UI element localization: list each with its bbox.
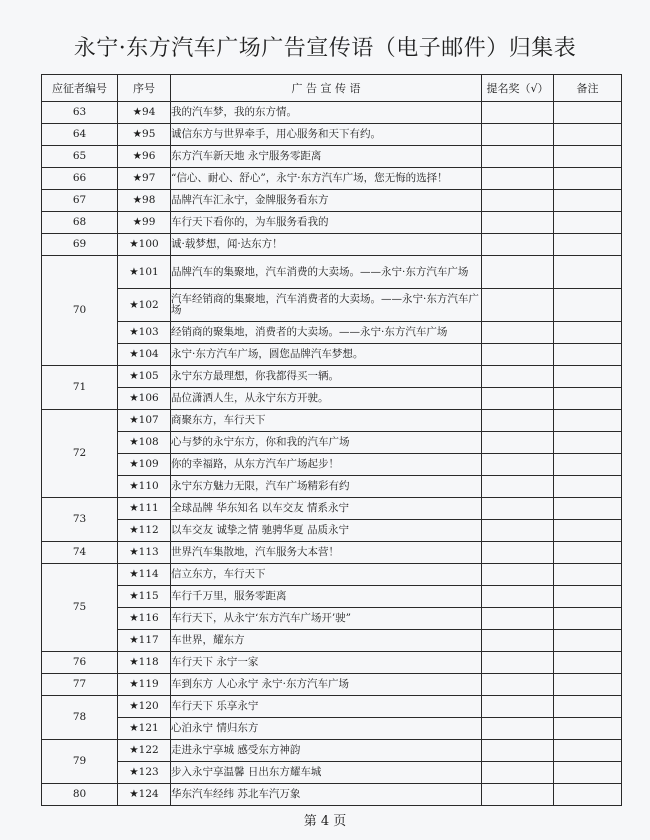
remark-cell bbox=[554, 586, 622, 608]
slogan-text: 商聚东方，车行天下 bbox=[171, 410, 482, 432]
remark-cell bbox=[554, 608, 622, 630]
table-row bbox=[42, 564, 622, 586]
sequence-number: ★103 bbox=[118, 322, 171, 344]
sequence-number: ★110 bbox=[118, 476, 171, 498]
table-header-row bbox=[42, 75, 622, 102]
document-title: 永宁·东方汽车广场广告宣传语（电子邮件）归集表 bbox=[73, 36, 577, 61]
remark-cell bbox=[554, 718, 622, 740]
award-cell bbox=[482, 289, 554, 322]
slogan-text: 走进永宁享城 感受东方神韵 bbox=[171, 740, 482, 762]
table-row bbox=[42, 520, 622, 542]
table-row bbox=[42, 146, 622, 168]
header-seq: 序号 bbox=[118, 75, 171, 102]
award-cell bbox=[482, 124, 554, 146]
award-cell bbox=[482, 586, 554, 608]
sequence-number: ★123 bbox=[118, 762, 171, 784]
sequence-number: ★94 bbox=[118, 102, 171, 124]
award-cell bbox=[482, 454, 554, 476]
table-row bbox=[42, 630, 622, 652]
slogan-text: 车行千万里，服务零距离 bbox=[171, 586, 482, 608]
slogan-text: 华东汽车经纬 苏北车汽万象 bbox=[171, 784, 482, 806]
remark-cell bbox=[554, 344, 622, 366]
remark-cell bbox=[554, 432, 622, 454]
slogan-text: 车世界，耀东方 bbox=[171, 630, 482, 652]
applicant-number: 73 bbox=[42, 498, 118, 542]
sequence-number: ★96 bbox=[118, 146, 171, 168]
slogan-text: 信立东方，车行天下 bbox=[171, 564, 482, 586]
table-row bbox=[42, 762, 622, 784]
award-cell bbox=[482, 652, 554, 674]
slogan-text: “信心、耐心、舒心”，永宁·东方汽车广场，您无悔的选择！ bbox=[171, 168, 482, 190]
table-row bbox=[42, 608, 622, 630]
remark-cell bbox=[554, 124, 622, 146]
sequence-number: ★106 bbox=[118, 388, 171, 410]
slogan-text: 东方汽车新天地 永宁服务零距离 bbox=[171, 146, 482, 168]
applicant-number: 69 bbox=[42, 234, 118, 256]
award-cell bbox=[482, 322, 554, 344]
table-row bbox=[42, 322, 622, 344]
slogan-text: 品牌汽车汇永宁，金牌服务看东方 bbox=[171, 190, 482, 212]
sequence-number: ★111 bbox=[118, 498, 171, 520]
remark-cell bbox=[554, 256, 622, 289]
applicant-number: 64 bbox=[42, 124, 118, 146]
award-cell bbox=[482, 102, 554, 124]
award-cell bbox=[482, 256, 554, 289]
remark-cell bbox=[554, 388, 622, 410]
sequence-number: ★107 bbox=[118, 410, 171, 432]
award-cell bbox=[482, 432, 554, 454]
applicant-number: 63 bbox=[42, 102, 118, 124]
award-cell bbox=[482, 476, 554, 498]
remark-cell bbox=[554, 289, 622, 322]
sequence-number: ★121 bbox=[118, 718, 171, 740]
remark-cell bbox=[554, 696, 622, 718]
remark-cell bbox=[554, 652, 622, 674]
header-remark: 备注 bbox=[554, 75, 622, 102]
table-row bbox=[42, 124, 622, 146]
remark-cell bbox=[554, 674, 622, 696]
slogan-text: 我的汽车梦，我的东方情。 bbox=[171, 102, 482, 124]
applicant-number: 65 bbox=[42, 146, 118, 168]
applicant-number: 78 bbox=[42, 696, 118, 740]
slogan-text: 车行天下看你的，为车服务看我的 bbox=[171, 212, 482, 234]
slogan-text: 车到东方 人心永宁 永宁·东方汽车广场 bbox=[171, 674, 482, 696]
page-number: 第 4 页 bbox=[303, 814, 347, 829]
sequence-number: ★117 bbox=[118, 630, 171, 652]
table-row bbox=[42, 190, 622, 212]
sequence-number: ★104 bbox=[118, 344, 171, 366]
table-row bbox=[42, 542, 622, 564]
award-cell bbox=[482, 498, 554, 520]
remark-cell bbox=[554, 366, 622, 388]
applicant-number: 77 bbox=[42, 674, 118, 696]
remark-cell bbox=[554, 476, 622, 498]
slogan-table bbox=[41, 74, 622, 806]
table-row bbox=[42, 366, 622, 388]
remark-cell bbox=[554, 102, 622, 124]
remark-cell bbox=[554, 168, 622, 190]
slogan-text: 步入永宁享温馨 日出东方耀车城 bbox=[171, 762, 482, 784]
header-applicant-no: 应征者编号 bbox=[42, 75, 118, 102]
slogan-text: 心与梦的永宁东方，你和我的汽车广场 bbox=[171, 432, 482, 454]
slogan-text: 车行天下，从永宁‘东方汽车广场开’驶” bbox=[171, 608, 482, 630]
applicant-number: 75 bbox=[42, 564, 118, 652]
slogan-text: 以车交友 诚挚之情 驰骋华夏 品质永宁 bbox=[171, 520, 482, 542]
sequence-number: ★99 bbox=[118, 212, 171, 234]
sequence-number: ★114 bbox=[118, 564, 171, 586]
remark-cell bbox=[554, 784, 622, 806]
award-cell bbox=[482, 564, 554, 586]
applicant-number: 79 bbox=[42, 740, 118, 784]
remark-cell bbox=[554, 322, 622, 344]
table-row bbox=[42, 256, 622, 289]
table-row bbox=[42, 784, 622, 806]
remark-cell bbox=[554, 234, 622, 256]
slogan-text: 诚信东方与世界牵手，用心服务和天下有约。 bbox=[171, 124, 482, 146]
applicant-number: 66 bbox=[42, 168, 118, 190]
sequence-number: ★112 bbox=[118, 520, 171, 542]
remark-cell bbox=[554, 630, 622, 652]
award-cell bbox=[482, 718, 554, 740]
slogan-text: 诚·载梦想，闻·达东方！ bbox=[171, 234, 482, 256]
header-slogan: 广 告 宣 传 语 bbox=[171, 75, 482, 102]
remark-cell bbox=[554, 146, 622, 168]
sequence-number: ★109 bbox=[118, 454, 171, 476]
table-row bbox=[42, 212, 622, 234]
slogan-text: 永宁东方魅力无限，汽车广场精彩有约 bbox=[171, 476, 482, 498]
remark-cell bbox=[554, 542, 622, 564]
table-row bbox=[42, 454, 622, 476]
award-cell bbox=[482, 542, 554, 564]
table-row bbox=[42, 740, 622, 762]
applicant-number: 70 bbox=[42, 256, 118, 366]
table-row bbox=[42, 586, 622, 608]
applicant-number: 76 bbox=[42, 652, 118, 674]
award-cell bbox=[482, 388, 554, 410]
sequence-number: ★118 bbox=[118, 652, 171, 674]
table-row bbox=[42, 234, 622, 256]
sequence-number: ★100 bbox=[118, 234, 171, 256]
slogan-text: 品牌汽车的集聚地，汽车消费的大卖场。——永宁·东方汽车广场 bbox=[171, 256, 482, 289]
slogan-text: 汽车经销商的集聚地，汽车消费者的大卖场。——永宁·东方汽车广场 bbox=[171, 289, 482, 322]
award-cell bbox=[482, 234, 554, 256]
award-cell bbox=[482, 146, 554, 168]
table-row bbox=[42, 102, 622, 124]
award-cell bbox=[482, 366, 554, 388]
slogan-text: 车行天下 乐享永宁 bbox=[171, 696, 482, 718]
award-cell bbox=[482, 344, 554, 366]
slogan-text: 经销商的聚集地，消费者的大卖场。——永宁·东方汽车广场 bbox=[171, 322, 482, 344]
table-row bbox=[42, 344, 622, 366]
sequence-number: ★105 bbox=[118, 366, 171, 388]
award-cell bbox=[482, 190, 554, 212]
slogan-text: 世界汽车集散地，汽车服务大本营！ bbox=[171, 542, 482, 564]
award-cell bbox=[482, 212, 554, 234]
applicant-number: 80 bbox=[42, 784, 118, 806]
table-row bbox=[42, 498, 622, 520]
sequence-number: ★122 bbox=[118, 740, 171, 762]
award-cell bbox=[482, 784, 554, 806]
table-row bbox=[42, 696, 622, 718]
award-cell bbox=[482, 740, 554, 762]
award-cell bbox=[482, 696, 554, 718]
sequence-number: ★101 bbox=[118, 256, 171, 289]
sequence-number: ★108 bbox=[118, 432, 171, 454]
award-cell bbox=[482, 168, 554, 190]
remark-cell bbox=[554, 520, 622, 542]
table-row bbox=[42, 718, 622, 740]
award-cell bbox=[482, 608, 554, 630]
table-row bbox=[42, 652, 622, 674]
remark-cell bbox=[554, 212, 622, 234]
applicant-number: 74 bbox=[42, 542, 118, 564]
award-cell bbox=[482, 674, 554, 696]
slogan-text: 心泊永宁 情归东方 bbox=[171, 718, 482, 740]
remark-cell bbox=[554, 564, 622, 586]
sequence-number: ★95 bbox=[118, 124, 171, 146]
applicant-number: 72 bbox=[42, 410, 118, 498]
award-cell bbox=[482, 630, 554, 652]
table-row bbox=[42, 388, 622, 410]
award-cell bbox=[482, 410, 554, 432]
slogan-text: 你的幸福路，从东方汽车广场起步！ bbox=[171, 454, 482, 476]
sequence-number: ★120 bbox=[118, 696, 171, 718]
slogan-text: 车行天下 永宁一家 bbox=[171, 652, 482, 674]
table-row bbox=[42, 410, 622, 432]
slogan-text: 全球品牌 华东知名 以车交友 情系永宁 bbox=[171, 498, 482, 520]
remark-cell bbox=[554, 740, 622, 762]
table-row bbox=[42, 168, 622, 190]
table-row bbox=[42, 476, 622, 498]
table-row bbox=[42, 289, 622, 322]
remark-cell bbox=[554, 454, 622, 476]
table-body bbox=[42, 102, 622, 806]
sequence-number: ★115 bbox=[118, 586, 171, 608]
table-row bbox=[42, 674, 622, 696]
sequence-number: ★98 bbox=[118, 190, 171, 212]
sequence-number: ★97 bbox=[118, 168, 171, 190]
sequence-number: ★119 bbox=[118, 674, 171, 696]
slogan-text: 品位潇洒人生，从永宁东方开驶。 bbox=[171, 388, 482, 410]
header-award: 提名奖（√） bbox=[482, 75, 554, 102]
award-cell bbox=[482, 762, 554, 784]
award-cell bbox=[482, 520, 554, 542]
sequence-number: ★116 bbox=[118, 608, 171, 630]
remark-cell bbox=[554, 190, 622, 212]
sequence-number: ★102 bbox=[118, 289, 171, 322]
applicant-number: 68 bbox=[42, 212, 118, 234]
slogan-text: 永宁·东方汽车广场，圆您品牌汽车梦想。 bbox=[171, 344, 482, 366]
remark-cell bbox=[554, 762, 622, 784]
remark-cell bbox=[554, 498, 622, 520]
sequence-number: ★113 bbox=[118, 542, 171, 564]
table-row bbox=[42, 432, 622, 454]
sequence-number: ★124 bbox=[118, 784, 171, 806]
applicant-number: 71 bbox=[42, 366, 118, 410]
applicant-number: 67 bbox=[42, 190, 118, 212]
slogan-text: 永宁东方最理想，你我都得买一辆。 bbox=[171, 366, 482, 388]
remark-cell bbox=[554, 410, 622, 432]
